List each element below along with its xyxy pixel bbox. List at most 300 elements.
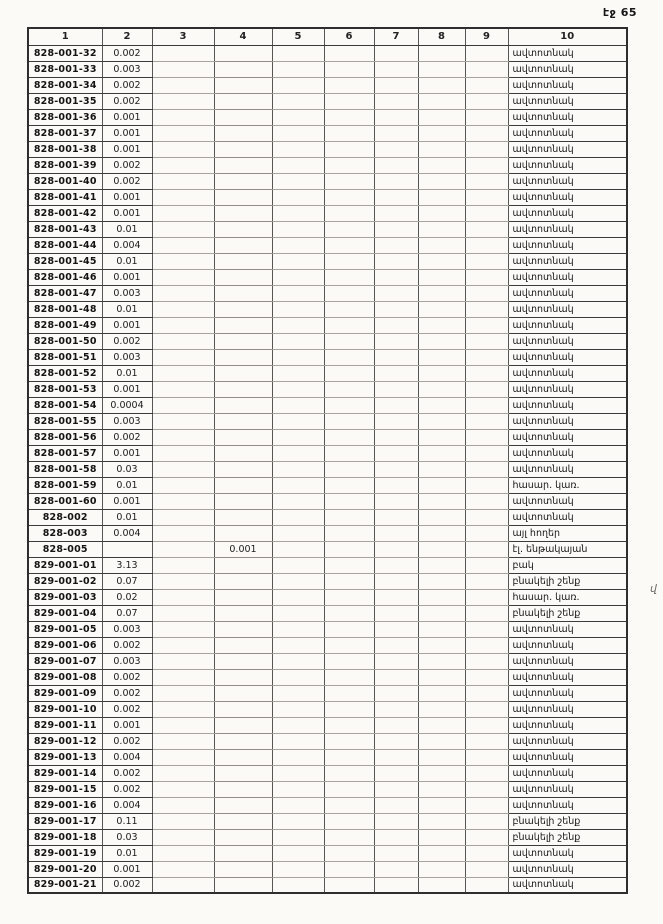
table-row (28, 109, 627, 125)
cell-land-use: ավտոտնակ (508, 77, 627, 93)
cell-empty (272, 93, 324, 109)
cell-empty (465, 541, 508, 557)
cell-empty (324, 253, 374, 269)
cell-area-alt (214, 845, 272, 861)
cell-land-use: այլ հողեր (508, 525, 627, 541)
cell-empty (152, 93, 214, 109)
cell-empty (465, 493, 508, 509)
cell-empty (272, 525, 324, 541)
cell-empty (152, 189, 214, 205)
table-row (28, 765, 627, 781)
cell-empty (465, 349, 508, 365)
table-row (28, 573, 627, 589)
cell-empty (272, 781, 324, 797)
table-row (28, 797, 627, 813)
cell-code: 828-001-49 (28, 317, 102, 333)
cell-empty (465, 205, 508, 221)
cell-code: 829-001-02 (28, 573, 102, 589)
cell-empty (374, 477, 418, 493)
cell-empty (272, 301, 324, 317)
table-row (28, 301, 627, 317)
cell-area: 0.002 (102, 669, 152, 685)
cell-empty (418, 557, 465, 573)
cell-code: 828-001-41 (28, 189, 102, 205)
cell-empty (418, 269, 465, 285)
cell-empty (374, 797, 418, 813)
cell-empty (374, 541, 418, 557)
cell-empty (152, 349, 214, 365)
table-row (28, 77, 627, 93)
cell-land-use: ավտոտնակ (508, 285, 627, 301)
cell-land-use: ավտոտնակ (508, 733, 627, 749)
cell-empty (152, 557, 214, 573)
cell-empty (272, 189, 324, 205)
cell-empty (272, 573, 324, 589)
cell-empty (465, 141, 508, 157)
cell-empty (324, 765, 374, 781)
cell-land-use: ավտոտնակ (508, 397, 627, 413)
cell-empty (418, 541, 465, 557)
cell-empty (272, 669, 324, 685)
cell-area: 0.001 (102, 445, 152, 461)
table-row (28, 269, 627, 285)
cell-area-alt (214, 861, 272, 877)
cell-area: 0.002 (102, 781, 152, 797)
cell-empty (374, 349, 418, 365)
table-header-row (28, 28, 627, 45)
cell-area-alt (214, 429, 272, 445)
cell-empty (465, 701, 508, 717)
cell-area-alt (214, 765, 272, 781)
cell-empty (272, 861, 324, 877)
cell-empty (324, 477, 374, 493)
cell-empty (272, 445, 324, 461)
cell-area-alt (214, 749, 272, 765)
cell-code: 829-001-09 (28, 685, 102, 701)
table-row (28, 493, 627, 509)
cell-land-use: ավտոտնակ (508, 301, 627, 317)
cell-empty (374, 365, 418, 381)
cell-empty (374, 605, 418, 621)
cell-empty (324, 861, 374, 877)
cell-empty (465, 605, 508, 621)
cell-code: 828-001-50 (28, 333, 102, 349)
cell-empty (418, 845, 465, 861)
cell-empty (272, 413, 324, 429)
cell-area: 3.13 (102, 557, 152, 573)
cell-empty (272, 205, 324, 221)
cell-area: 0.01 (102, 253, 152, 269)
cell-land-use: ավտոտնակ (508, 621, 627, 637)
cell-empty (272, 557, 324, 573)
cell-land-use: ավտոտնակ (508, 253, 627, 269)
cell-empty (324, 189, 374, 205)
cell-area: 0.002 (102, 157, 152, 173)
cell-empty (418, 365, 465, 381)
cell-empty (465, 621, 508, 637)
column-header-8: 8 (418, 28, 465, 45)
cell-area-alt (214, 77, 272, 93)
cell-code: 829-001-15 (28, 781, 102, 797)
cell-empty (374, 861, 418, 877)
cell-empty (152, 429, 214, 445)
cell-area: 0.002 (102, 637, 152, 653)
cell-area-alt (214, 685, 272, 701)
cell-empty (374, 253, 418, 269)
cell-empty (465, 637, 508, 653)
cell-empty (465, 109, 508, 125)
cell-area: 0.07 (102, 573, 152, 589)
cell-land-use: ավտոտնակ (508, 205, 627, 221)
cell-area: 0.01 (102, 365, 152, 381)
cell-land-use: ավտոտնակ (508, 493, 627, 509)
cell-area: 0.003 (102, 413, 152, 429)
cell-empty (465, 525, 508, 541)
cell-empty (465, 477, 508, 493)
cell-empty (465, 253, 508, 269)
cell-area: 0.003 (102, 285, 152, 301)
cell-empty (418, 589, 465, 605)
cell-code: 828-001-59 (28, 477, 102, 493)
cell-area: 0.002 (102, 333, 152, 349)
cell-code: 828-001-54 (28, 397, 102, 413)
table-row (28, 877, 627, 893)
cell-empty (418, 461, 465, 477)
cell-land-use: ավտոտնակ (508, 461, 627, 477)
cell-land-use: ավտոտնակ (508, 669, 627, 685)
cell-empty (324, 93, 374, 109)
cell-empty (152, 845, 214, 861)
cell-empty (324, 813, 374, 829)
cell-code: 828-001-52 (28, 365, 102, 381)
cell-empty (152, 317, 214, 333)
cell-empty (152, 669, 214, 685)
cell-empty (152, 477, 214, 493)
cell-area: 0.004 (102, 237, 152, 253)
cell-land-use: բնակելի շենք (508, 813, 627, 829)
cell-empty (465, 77, 508, 93)
cell-empty (324, 429, 374, 445)
cell-area: 0.001 (102, 141, 152, 157)
cell-land-use: ավտոտնակ (508, 333, 627, 349)
cell-empty (418, 829, 465, 845)
cell-area-alt (214, 637, 272, 653)
cell-empty (272, 125, 324, 141)
cell-area-alt (214, 525, 272, 541)
cell-empty (418, 637, 465, 653)
cell-empty (272, 317, 324, 333)
table-row (28, 637, 627, 653)
cell-empty (374, 173, 418, 189)
cell-land-use: ավտոտնակ (508, 45, 627, 61)
cell-empty (418, 349, 465, 365)
table-row (28, 781, 627, 797)
cell-land-use: ավտոտնակ (508, 221, 627, 237)
cell-empty (374, 749, 418, 765)
cell-empty (465, 173, 508, 189)
table-row (28, 525, 627, 541)
cell-empty (374, 141, 418, 157)
cell-empty (324, 781, 374, 797)
cell-empty (272, 749, 324, 765)
cell-empty (324, 525, 374, 541)
cell-empty (418, 381, 465, 397)
cell-empty (418, 45, 465, 61)
cell-code: 829-001-06 (28, 637, 102, 653)
cell-empty (465, 573, 508, 589)
cell-code: 828-001-58 (28, 461, 102, 477)
cell-code: 828-003 (28, 525, 102, 541)
cell-area: 0.002 (102, 77, 152, 93)
cell-code: 828-001-56 (28, 429, 102, 445)
cell-empty (465, 685, 508, 701)
cell-land-use: բնակելի շենք (508, 573, 627, 589)
cell-empty (152, 605, 214, 621)
cell-empty (418, 61, 465, 77)
cell-code: 828-001-38 (28, 141, 102, 157)
cell-empty (374, 429, 418, 445)
table-row (28, 717, 627, 733)
cell-code: 829-001-08 (28, 669, 102, 685)
cell-land-use: ավտոտնակ (508, 781, 627, 797)
cell-empty (324, 749, 374, 765)
cell-empty (152, 157, 214, 173)
cell-empty (465, 653, 508, 669)
cell-empty (152, 413, 214, 429)
cell-land-use: ավտոտնակ (508, 749, 627, 765)
cell-area-alt: 0.001 (214, 541, 272, 557)
cell-empty (152, 77, 214, 93)
cell-empty (152, 589, 214, 605)
cell-area-alt (214, 205, 272, 221)
cell-empty (324, 141, 374, 157)
cell-empty (324, 397, 374, 413)
cell-land-use: ավտոտնակ (508, 685, 627, 701)
cell-code: 829-001-17 (28, 813, 102, 829)
cell-empty (374, 525, 418, 541)
cell-area-alt (214, 397, 272, 413)
cell-area: 0.004 (102, 797, 152, 813)
cell-code: 828-001-60 (28, 493, 102, 509)
cell-code: 828-001-46 (28, 269, 102, 285)
cell-empty (152, 333, 214, 349)
cell-empty (324, 877, 374, 893)
cell-land-use: ավտոտնակ (508, 701, 627, 717)
table-row (28, 317, 627, 333)
cell-code: 828-001-33 (28, 61, 102, 77)
cell-empty (418, 333, 465, 349)
cell-empty (152, 253, 214, 269)
cell-empty (374, 397, 418, 413)
cell-area: 0.03 (102, 829, 152, 845)
cell-empty (418, 301, 465, 317)
cell-code: 829-001-03 (28, 589, 102, 605)
cell-empty (374, 781, 418, 797)
cell-code: 828-001-35 (28, 93, 102, 109)
cell-empty (324, 45, 374, 61)
cell-code: 829-001-11 (28, 717, 102, 733)
cell-empty (324, 493, 374, 509)
cell-empty (324, 205, 374, 221)
table-row (28, 381, 627, 397)
cell-empty (152, 285, 214, 301)
cell-empty (374, 269, 418, 285)
cell-empty (418, 573, 465, 589)
cell-empty (465, 125, 508, 141)
cell-empty (418, 173, 465, 189)
cell-empty (418, 493, 465, 509)
cell-empty (465, 829, 508, 845)
cell-empty (418, 685, 465, 701)
cell-empty (374, 189, 418, 205)
cell-area-alt (214, 61, 272, 77)
cell-code: 829-001-20 (28, 861, 102, 877)
cell-empty (324, 173, 374, 189)
table-row (28, 557, 627, 573)
cell-empty (374, 413, 418, 429)
cell-empty (374, 813, 418, 829)
cell-empty (152, 445, 214, 461)
cell-empty (272, 333, 324, 349)
cell-empty (418, 397, 465, 413)
table-row (28, 253, 627, 269)
cell-empty (465, 717, 508, 733)
table-row (28, 669, 627, 685)
cell-empty (272, 157, 324, 173)
table-body (28, 45, 627, 893)
cell-area: 0.001 (102, 861, 152, 877)
cell-empty (152, 541, 214, 557)
cell-empty (374, 109, 418, 125)
cell-empty (272, 653, 324, 669)
cell-empty (418, 317, 465, 333)
table-row (28, 605, 627, 621)
table-row (28, 589, 627, 605)
cell-empty (324, 61, 374, 77)
cell-code: 829-001-13 (28, 749, 102, 765)
cell-area-alt (214, 333, 272, 349)
cell-empty (272, 477, 324, 493)
cell-empty (324, 669, 374, 685)
cell-area-alt (214, 621, 272, 637)
cell-area-alt (214, 557, 272, 573)
cell-area-alt (214, 301, 272, 317)
cell-empty (465, 813, 508, 829)
cell-empty (418, 861, 465, 877)
cell-area-alt (214, 125, 272, 141)
cell-empty (374, 653, 418, 669)
cell-code: 829-001-16 (28, 797, 102, 813)
cell-empty (272, 813, 324, 829)
column-header-7: 7 (374, 28, 418, 45)
cell-empty (324, 605, 374, 621)
cell-empty (418, 285, 465, 301)
column-header-6: 6 (324, 28, 374, 45)
cell-empty (324, 317, 374, 333)
cell-empty (374, 285, 418, 301)
cell-area-alt (214, 589, 272, 605)
cell-empty (272, 701, 324, 717)
cell-code: 828-001-43 (28, 221, 102, 237)
cell-empty (324, 237, 374, 253)
cell-empty (272, 285, 324, 301)
cell-empty (465, 861, 508, 877)
cell-empty (374, 205, 418, 221)
cell-empty (152, 877, 214, 893)
cell-empty (152, 733, 214, 749)
cell-land-use: ավտոտնակ (508, 109, 627, 125)
cell-empty (418, 413, 465, 429)
table-row (28, 61, 627, 77)
cell-empty (465, 157, 508, 173)
cell-empty (152, 621, 214, 637)
cell-empty (374, 637, 418, 653)
cell-empty (324, 301, 374, 317)
cell-land-use: ավտոտնակ (508, 509, 627, 525)
cell-empty (272, 45, 324, 61)
cell-empty (152, 813, 214, 829)
cell-empty (374, 77, 418, 93)
table-row (28, 701, 627, 717)
cell-empty (324, 621, 374, 637)
cell-land-use: ավտոտնակ (508, 173, 627, 189)
cell-code: 828-001-51 (28, 349, 102, 365)
cell-empty (418, 797, 465, 813)
cell-empty (418, 157, 465, 173)
cell-empty (374, 717, 418, 733)
cell-empty (465, 733, 508, 749)
cell-empty (152, 109, 214, 125)
cell-empty (324, 157, 374, 173)
cell-empty (324, 829, 374, 845)
cell-empty (272, 717, 324, 733)
cell-code: 828-001-34 (28, 77, 102, 93)
cell-land-use: ավտոտնակ (508, 861, 627, 877)
cell-empty (465, 797, 508, 813)
cell-land-use: ավտոտնակ (508, 157, 627, 173)
cell-land-use: բակ (508, 557, 627, 573)
table-row (28, 237, 627, 253)
table-row (28, 653, 627, 669)
cell-area-alt (214, 317, 272, 333)
cell-empty (152, 365, 214, 381)
cell-land-use: ավտոտնակ (508, 381, 627, 397)
table-row (28, 205, 627, 221)
cell-empty (152, 301, 214, 317)
cell-empty (152, 381, 214, 397)
cell-empty (152, 269, 214, 285)
cell-area: 0.01 (102, 221, 152, 237)
cell-empty (324, 589, 374, 605)
cell-area: 0.11 (102, 813, 152, 829)
cell-area (102, 541, 152, 557)
cell-empty (374, 621, 418, 637)
cell-empty (152, 653, 214, 669)
cell-empty (418, 605, 465, 621)
cell-land-use: ավտոտնակ (508, 637, 627, 653)
cell-code: 828-001-32 (28, 45, 102, 61)
cell-empty (418, 877, 465, 893)
cell-empty (272, 365, 324, 381)
cell-empty (374, 669, 418, 685)
cell-empty (324, 685, 374, 701)
cell-land-use: ավտոտնակ (508, 141, 627, 157)
cell-empty (418, 93, 465, 109)
cell-empty (374, 381, 418, 397)
cell-empty (272, 605, 324, 621)
cell-empty (418, 749, 465, 765)
cell-area-alt (214, 413, 272, 429)
